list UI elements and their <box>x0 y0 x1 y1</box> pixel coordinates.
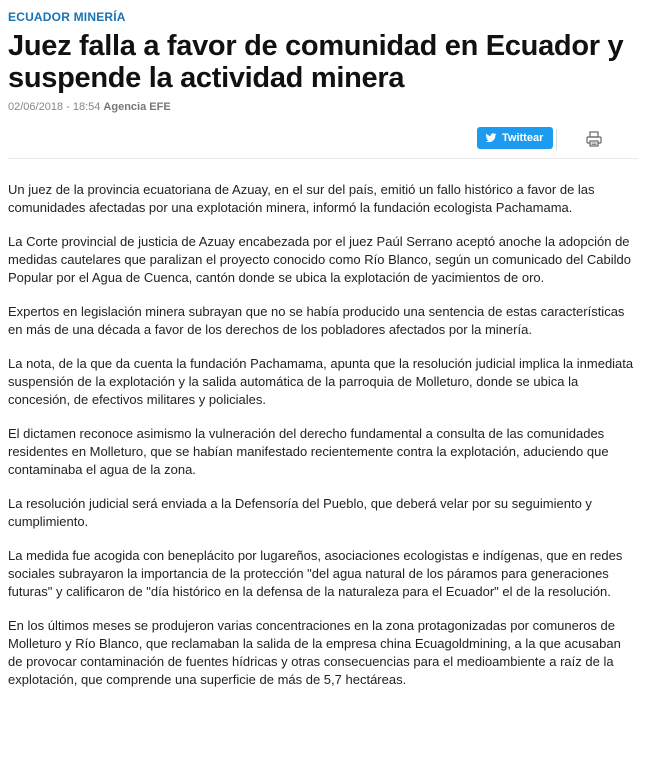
article-body <box>8 181 638 689</box>
article-agency: Agencia EFE <box>103 101 171 113</box>
article-paragraph: La medida fue acogida con beneplácito por lugareños, asociaciones ecologistas e indígenas, que en redes sociales subrayaron la importancia de la protección "del agua natural de los páramos para generaciones futuras" y calificaron de "día histórico en la defensa de la naturaleza para el Ecuador" el de la resolución. <box>8 548 623 599</box>
twitter-share-label: Twittear <box>502 132 544 144</box>
twitter-bird-icon <box>485 132 497 144</box>
article-paragraph: La Corte provincial de justicia de Azuay encabezada por el juez Paúl Serrano aceptó anoche la adopción de medidas cautelares que paralizan el proyecto conocido como Río Blanco, según un comunicado del Cabildo Popular por el Agua de Cuenca, cantón donde se ubica la explotación de yacimientos de oro. <box>8 234 631 285</box>
article-paragraph: La resolución judicial será enviada a la Defensoría del Pueblo, que deberá velar por su seguimiento y cumplimiento. <box>8 496 592 529</box>
article-paragraph: Un juez de la provincia ecuatoriana de Azuay, en el sur del país, emitió un fallo histórico a favor de las comunidades afectadas por una explotación minera, informó la fundación ecologista Pachamama. <box>8 182 595 215</box>
section-label[interactable]: ECUADOR MINERÍA <box>8 10 126 24</box>
article-date: 02/06/2018 - 18:54 <box>8 101 101 113</box>
twitter-share-button[interactable] <box>477 127 553 149</box>
printer-icon[interactable] <box>585 130 603 148</box>
share-divider <box>556 129 557 151</box>
article-meta <box>8 100 638 114</box>
article <box>8 10 638 705</box>
article-paragraph: La nota, de la que da cuenta la fundación Pachamama, apunta que la resolución judicial implica la inmediata suspensión de la explotación y la salida automática de la parroquia de Molleturo, donde se ubica la concesión, de efectivos militares y policiales. <box>8 356 634 407</box>
article-paragraph: En los últimos meses se produjeron varias concentraciones en la zona protagonizadas por comuneros de Molleturo y Río Blanco, que reclamaban la salida de la empresa china Ecuagoldmining, a la que acusaban de provocar contaminación de fuentes hídricas y otras consecuencias para el medioambiente a raíz de la explotación, que comprende una superficie de más de 5,7 hectáreas. <box>8 618 621 687</box>
article-title: Juez falla a favor de comunidad en Ecuador y suspende la actividad minera <box>8 30 624 94</box>
article-paragraph: Expertos en legislación minera subrayan que no se había producido una sentencia de estas características en más de una década a favor de los derechos de los pobladores afectados por la minería. <box>8 304 625 337</box>
article-paragraph: El dictamen reconoce asimismo la vulneración del derecho fundamental a consulta de las comunidades residentes en Molleturo, que se habían manifestado recientemente contra la explotación, aduciendo que contaminaba el agua de la zona. <box>8 426 609 477</box>
share-bar <box>8 124 638 159</box>
